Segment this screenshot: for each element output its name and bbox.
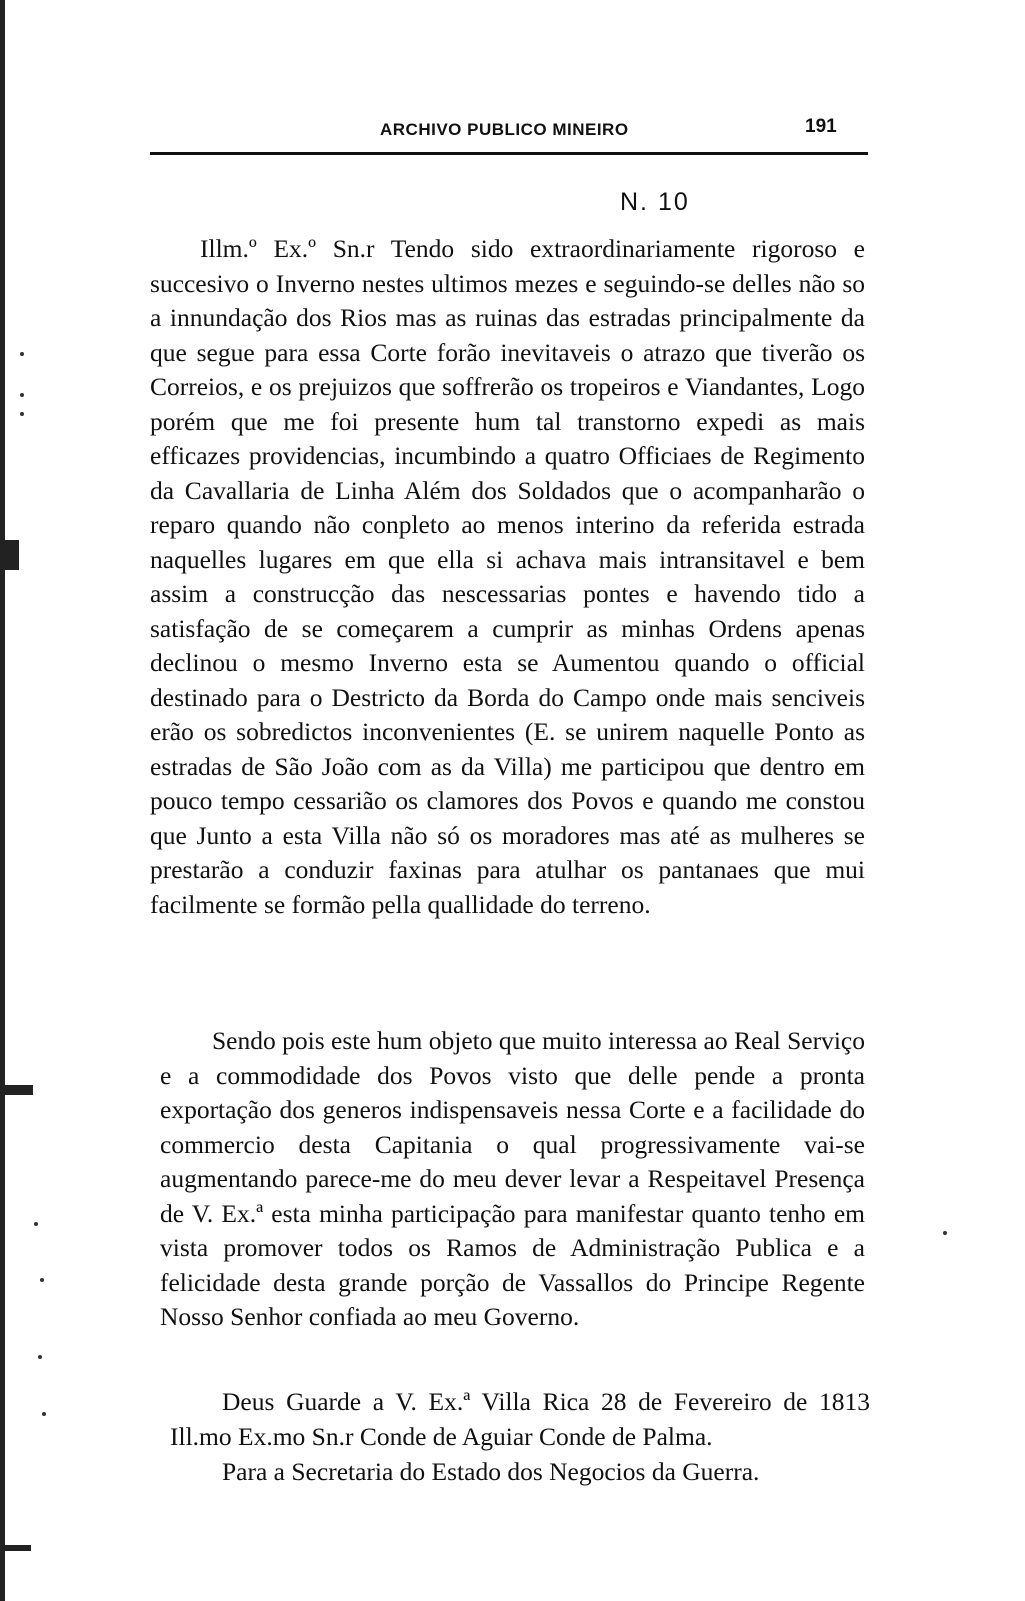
scan-speck [20, 393, 24, 397]
scan-speck [40, 1278, 44, 1282]
scan-speck [943, 1231, 947, 1235]
journal-title: ARCHIVO PUBLICO MINEIRO [380, 120, 629, 139]
running-head [150, 116, 868, 146]
scan-speck [38, 1355, 42, 1359]
scan-speck [34, 1222, 38, 1226]
scan-mark [5, 540, 19, 570]
scan-speck [20, 352, 24, 356]
scan-mark [5, 1545, 31, 1551]
scan-speck [20, 412, 24, 416]
header-rule [150, 152, 868, 155]
paragraph-body-1: Illm.º Ex.º Sn.r Tendo sido extraordinariamente rigoroso e succesivo o Inverno nestes ultimos mezes e seguindo-se delles não so a innundação dos Rios mas as ruinas das estradas principalmente da que segue para essa Corte forão inevitaveis o atrazo que tiverão os Correios, e os prejuizos que soffrerão os tropeiros e Viandantes, Logo porém que me foi presente hum tal transtorno expedi as mais efficazes providencias, incumbindo a quatro Officiaes de Regimento da Cavallaria de Linha Além dos Soldados que o acompanharão o reparo quando não conpleto ao menos interino da referida estrada naquelles lugares em que ella si achava mais intransitavel e bem assim a construcção das nescessarias pontes e havendo tido a satisfação de se começarem a cumprir as minhas Ordens apenas declinou o mesmo Inverno esta se Aumentou quando o official destinado para o Destricto da Borda do Campo onde mais senciveis erão os sobredictos inconvenientes (E. se unirem naquelle Ponto as estradas de São João com as da Villa) me participou que dentro em pouco tempo cessarião os clamores dos Povos e quando me constou que Junto a esta Villa não só os moradores mas até as mulheres se prestarão a conduzir faxinas para atulhar os pantanaes que mui facilmente se formão pella quallidade do terreno. [150, 234, 865, 919]
closing-salutation: Deus Guarde a V. Ex.ª Villa Rica 28 de Fevereiro de 1813 Ill.mo Ex.mo Sn.r Conde de Aguiar Conde de Palma. [170, 1387, 870, 1451]
scan-left-edge [0, 0, 5, 1601]
addressee-line: Para a Secretaria do Estado dos Negocios da Guerra. [222, 1457, 760, 1486]
scan-speck [42, 1412, 46, 1416]
document-number: N. 10 [620, 188, 690, 216]
page-number: 191 [805, 116, 837, 137]
scan-mark [5, 1085, 33, 1095]
paragraph-body-2: Sendo pois este hum objeto que muito interessa ao Real Serviço e a commodidade dos Povos visto que delle pende a pronta exportação dos generos indispensaveis nessa Corte e a facilidade do commercio desta Capitania o qual progressivamente vai-se augmentando parece-me do meu dever levar a Respeitavel Presença de V. Ex.ª esta minha participação para manifestar quanto tenho em vista promover todos os Ramos de Administração Publica e a felicidade desta grande porção de Vassallos do Principe Regente Nosso Senhor confiada ao meu Governo. [160, 1026, 865, 1331]
